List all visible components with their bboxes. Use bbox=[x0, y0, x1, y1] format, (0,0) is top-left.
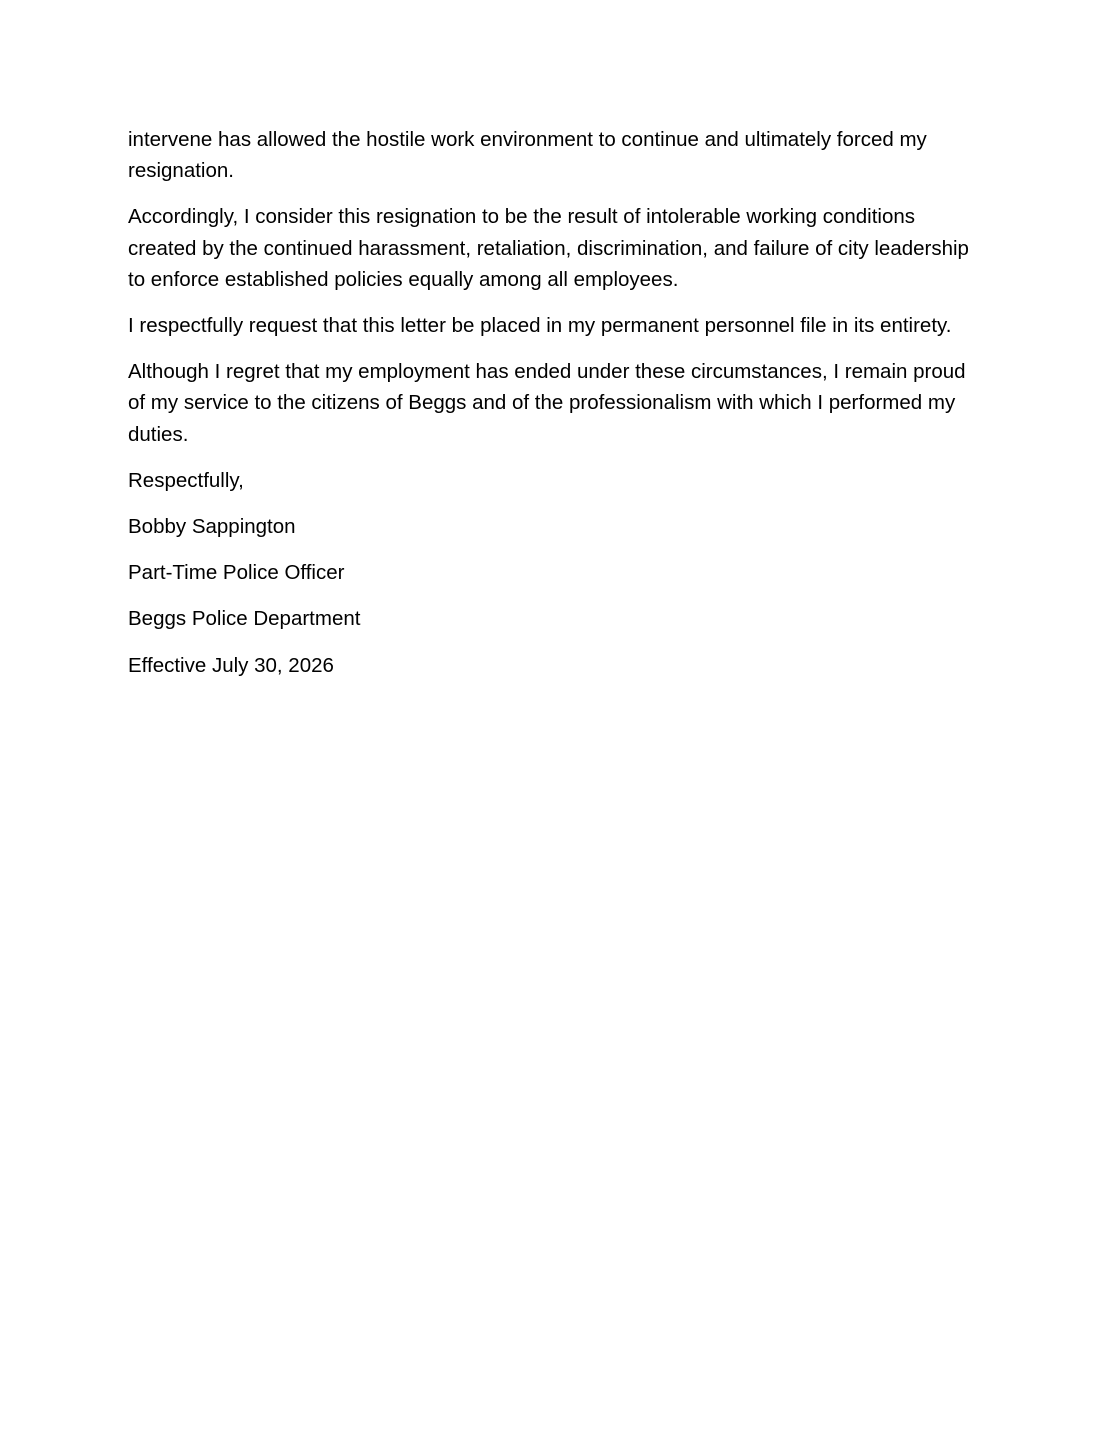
paragraph-request: I respectfully request that this letter be placed in my permanent personnel file in its entirety. bbox=[128, 314, 952, 338]
effective-date: Effective July 30, 2026 bbox=[128, 653, 334, 677]
signature-department: Beggs Police Department bbox=[128, 607, 361, 631]
paragraph-although: Although I regret that my employment has ended under these circumstances, I remain proud of my service to the citizens of Beggs and of the professionalism with which I performed my duties. bbox=[128, 360, 966, 446]
paragraph-intervene: intervene has allowed the hostile work environment to continue and ultimately forced my resignation. bbox=[128, 128, 927, 183]
letter-body bbox=[128, 124, 978, 696]
closing-line: Respectfully, bbox=[128, 468, 244, 492]
paragraph-accordingly: Accordingly, I consider this resignation to be the result of intolerable working conditions created by the continued harassment, retaliation, discrimination, and failure of city leadership to enforce established policies equally among all employees. bbox=[128, 205, 969, 291]
signature-title: Part-Time Police Officer bbox=[128, 561, 345, 585]
signature-name: Bobby Sappington bbox=[128, 515, 296, 539]
